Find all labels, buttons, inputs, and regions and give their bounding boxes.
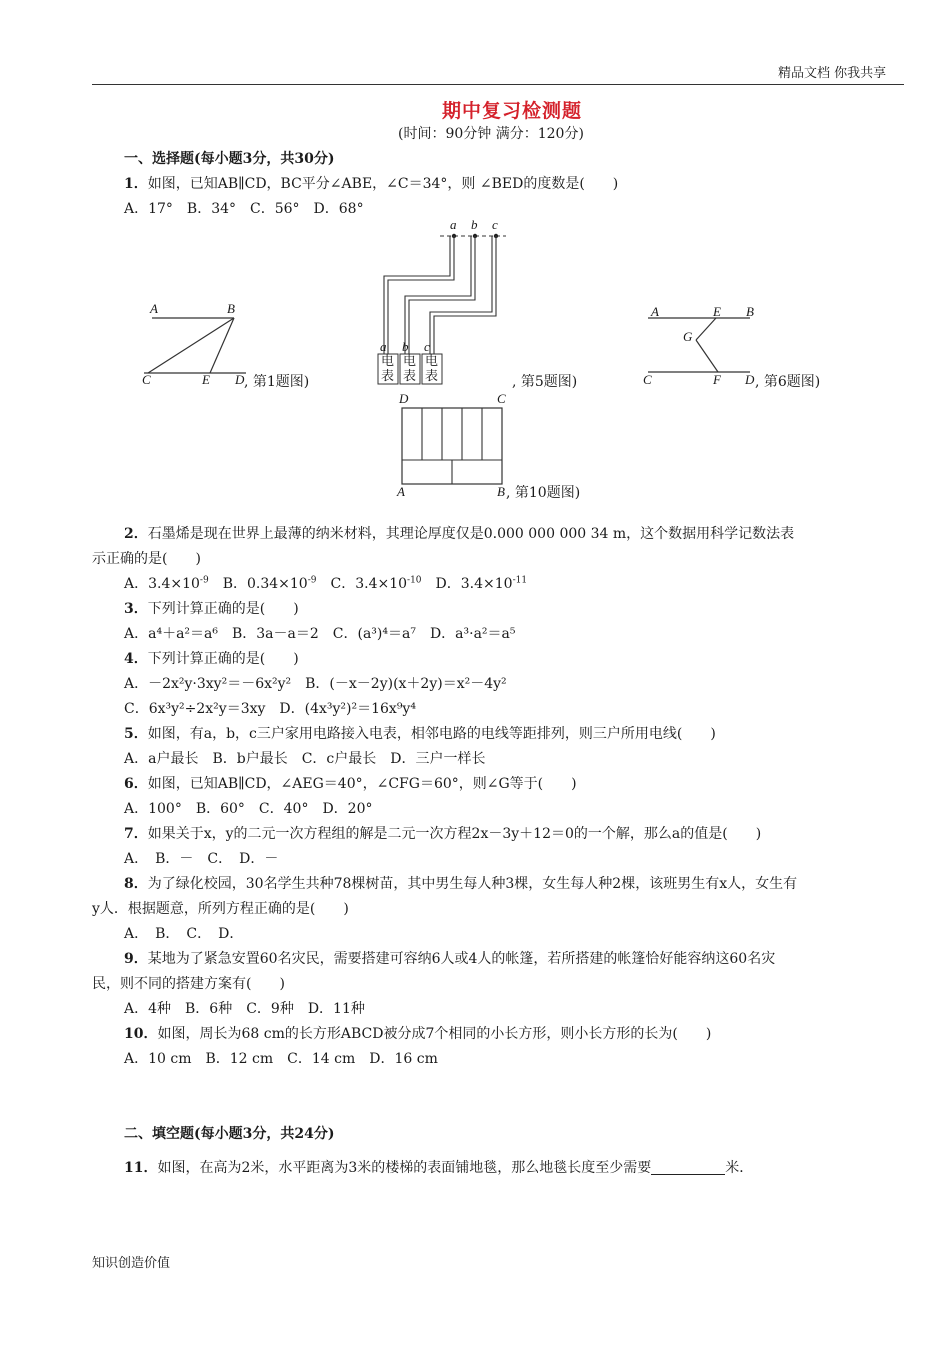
question-2-cont: 示正确的是( ) — [92, 551, 201, 567]
fig5-caption: , 第5题图) — [512, 374, 578, 390]
fig10-label-d: D — [399, 391, 409, 406]
question-text: 如图，有a，b，c三户家用电路接入电表，相邻电路的电线等距排列，则三户所用电线( ) — [147, 726, 716, 742]
question-9-cont: 民，则不同的搭建方案有( ) — [92, 976, 285, 992]
fig5-meter-label-c: c — [424, 339, 430, 354]
question-tail: 米． — [725, 1160, 754, 1176]
fig5-meter-text-a: 电表 — [381, 354, 395, 384]
fig1-label-b: B — [227, 301, 235, 316]
question-1-options: A．17° B．34° C．56° D．68° — [124, 201, 364, 217]
fig5-wire-b: b — [471, 217, 478, 232]
question-number: 5． — [124, 726, 148, 742]
fig6-label-c: C — [643, 372, 652, 387]
fig1-label-a: A — [150, 301, 158, 316]
question-5-options: A．a户最长 B．b户最长 C．c户最长 D．三户一样长 — [124, 751, 486, 767]
wire-c — [434, 236, 496, 354]
question-8-cont: y人．根据题意，所列方程正确的是( ) — [92, 901, 349, 917]
fig5-meter-text-b: 电表 — [403, 354, 417, 384]
question-7 — [124, 823, 761, 843]
line-gf — [696, 340, 718, 372]
question-number: 11． — [124, 1160, 158, 1176]
question-1 — [124, 173, 618, 193]
fig6-label-d: D — [745, 372, 755, 387]
fig6-label-e: E — [713, 304, 721, 319]
question-number: 9． — [124, 951, 148, 967]
fig1-label-e: E — [202, 372, 210, 387]
question-3-options: A．a⁴＋a²＝a⁶ B．3a－a＝2 C．(a³)⁴＝a⁷ D．a³·a²＝a⁵ — [124, 626, 516, 642]
question-4 — [124, 648, 299, 668]
question-text: 为了绿化校园，30名学生共种78棵树苗，其中男生每人种3棵，女生每人种2棵，该班男生有x人，女生有 — [147, 876, 798, 892]
question-number: 1． — [124, 176, 148, 192]
fig10-caption: , 第10题图) — [506, 485, 581, 501]
question-number: 4． — [124, 651, 148, 667]
question-11 — [124, 1157, 753, 1177]
question-text: 如果关于x，y的二元一次方程组的解是二元一次方程2x－3y＋12＝0的一个解，那么a的值是( ) — [147, 826, 762, 842]
wire-b — [409, 236, 475, 354]
question-text: 如图，周长为68 cm的长方形ABCD被分成7个相同的小长方形，则小长方形的长为( ) — [157, 1026, 712, 1042]
header-text: 精品文档 你我共享 — [778, 66, 887, 81]
question-text: 如图，已知AB∥CD，BC平分∠ABE，∠C＝34°，则 ∠BED的度数是( ) — [147, 176, 619, 192]
line-bc — [148, 318, 234, 373]
question-10 — [124, 1023, 711, 1043]
question-10-options: A．10 cm B．12 cm C．14 cm D．16 cm — [124, 1051, 438, 1067]
fig1-label-c: C — [142, 372, 151, 387]
question-9 — [124, 948, 775, 968]
footer-text: 知识创造价值 — [92, 1256, 171, 1271]
fig1-caption: , 第1题图) — [244, 374, 310, 390]
question-text: 如图，已知AB∥CD，∠AEG＝40°，∠CFG＝60°，则∠G等于( ) — [147, 776, 577, 792]
question-9-options: A．4种 B．6种 C．9种 D．11种 — [124, 1001, 365, 1017]
fig1-label-d: D — [235, 372, 245, 387]
fig5-meter-label-a: a — [380, 339, 387, 354]
fig10-label-c: C — [497, 391, 506, 406]
question-6 — [124, 773, 577, 793]
fig5-wire-c: c — [492, 217, 498, 232]
page-title: 期中复习检测题 — [442, 100, 583, 122]
question-number: 7． — [124, 826, 148, 842]
wire-a — [388, 236, 454, 354]
question-number: 2． — [124, 526, 148, 542]
question-8-options: A． B． C． D． — [124, 926, 244, 942]
header-rule — [92, 84, 904, 85]
question-5 — [124, 723, 716, 743]
question-number: 3． — [124, 601, 148, 617]
question-number: 10． — [124, 1026, 158, 1042]
subtitle: (时间：90分钟 满分：120分) — [398, 126, 584, 142]
section-heading-fill: 二、填空题(每小题3分，共24分) — [124, 1126, 335, 1142]
question-number: 6． — [124, 776, 148, 792]
answer-blank[interactable] — [651, 1160, 725, 1175]
fig10-label-b: B — [497, 484, 505, 499]
fig6-caption: , 第6题图) — [755, 374, 821, 390]
fig5-wire-a: a — [450, 217, 457, 232]
fig6-label-g: G — [683, 329, 693, 344]
fig10-label-a: A — [397, 484, 405, 499]
figure-10 — [398, 404, 508, 486]
question-text: 石墨烯是现在世界上最薄的纳米材料，其理论厚度仅是0.000 000 000 34 m，这个数据用科学记数法表 — [147, 526, 795, 542]
fig6-label-b: B — [746, 304, 754, 319]
section-heading-choice: 一、选择题(每小题3分，共30分) — [124, 151, 335, 167]
question-7-options: A． B．－ C． D．－ — [124, 851, 279, 867]
question-text: 下列计算正确的是( ) — [147, 601, 299, 617]
fig6-label-f: F — [713, 372, 721, 387]
line-eg — [696, 318, 716, 340]
question-4-options-2: C．6x³y²÷2x²y＝3xy D．(4x³y²)²＝16x⁹y⁴ — [124, 701, 416, 717]
question-text: 如图，在高为2米，水平距离为3米的楼梯的表面铺地毯，那么地毯长度至少需要 — [157, 1160, 652, 1176]
fig6-label-a: A — [651, 304, 659, 319]
question-4-options-1: A．－2x²y·3xy²＝－6x²y² B．(－x－2y)(x＋2y)＝x²－4y² — [124, 676, 507, 692]
question-number: 8． — [124, 876, 148, 892]
question-2 — [124, 523, 794, 543]
question-8 — [124, 873, 797, 893]
fig5-meter-label-b: b — [402, 339, 409, 354]
question-6-options: A．100° B．60° C．40° D．20° — [124, 801, 373, 817]
question-3 — [124, 598, 299, 618]
fig5-meter-text-c: 电表 — [425, 354, 439, 384]
question-text: 下列计算正确的是( ) — [147, 651, 299, 667]
question-2-options: A．$3.4\times 10^{-9}$ B．$0.34\times 10^{-9}$ C．$3.4\times 10^{-10}$ D．$3.4\times 10^{-11}$ — [124, 575, 528, 592]
question-text: 某地为了紧急安置60名灾民，需要搭建可容纳6人或4人的帐篷，若所搭建的帐篷恰好能容纳这60名灾 — [147, 951, 776, 967]
